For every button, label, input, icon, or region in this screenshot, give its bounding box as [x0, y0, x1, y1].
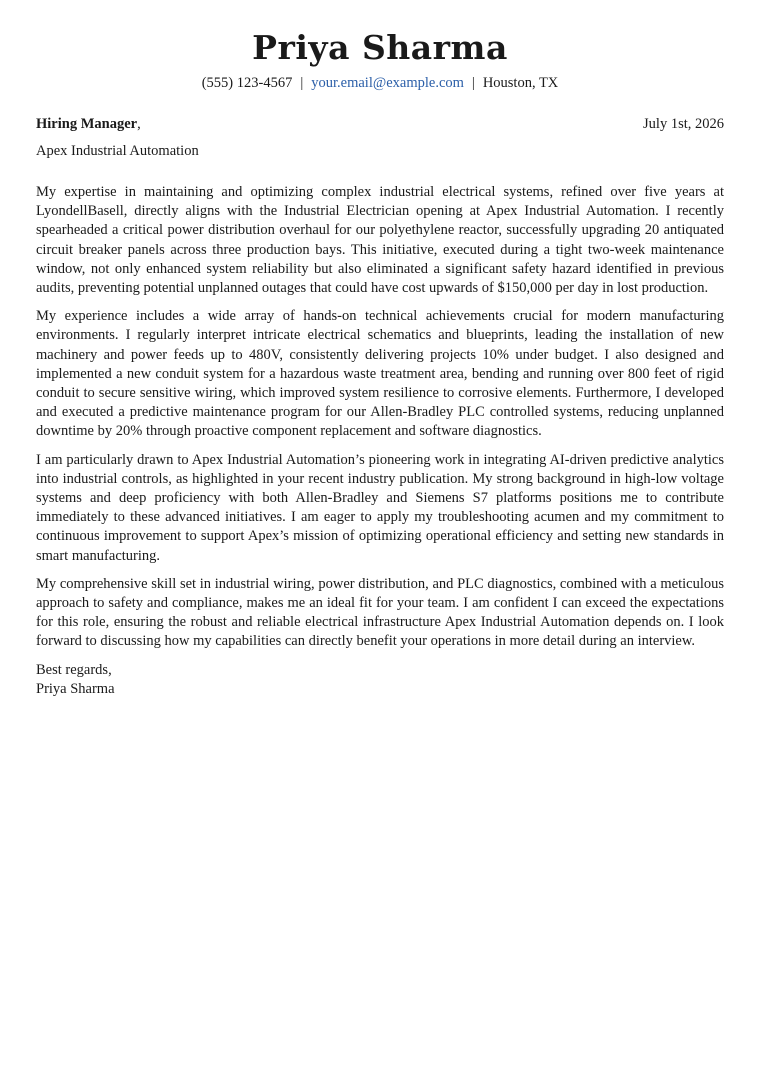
closing-phrase: Best regards,: [36, 661, 112, 678]
body-paragraph: I am particularly drawn to Apex Industrial Automation’s pioneering work in integrating AI-driven predictive analytics into industrial controls, as highlighted in your recent industry publication. My strong background in high-low voltage systems and deep proficiency with both Allen-Bradley and Siemens S7 platforms positions me to contribute immediately to these advanced initiatives. I am eager to apply my troubleshooting acumen and my commitment to continuous improvement to support Apex’s mission of optimizing operational efficiency and setting new standards in smart manufacturing.: [36, 451, 724, 564]
body-paragraph: My expertise in maintaining and optimizing complex industrial electrical systems, refined over five years at LyondellBasell, directly aligns with the Industrial Electrician opening at Apex Industrial Automation. I recently spearheaded a critical power distribution overhaul for our polyethylene reactor, successfully upgrading 20 antiquated circuit breaker panels across three production bays. This initiative, executed during a tight two-week maintenance window, not only enhanced system reliability but also eliminated a significant safety hazard identified in previous audits, preventing potential unplanned outages that could have cost upwards of $150,000 per day in lost production.: [36, 184, 724, 297]
signature: Priya Sharma: [36, 680, 115, 697]
location: Houston, TX: [482, 75, 559, 91]
recipient-name: Hiring Manager: [36, 116, 138, 132]
contact-separator: |: [300, 75, 304, 91]
salutation: [36, 115, 141, 133]
body-paragraph: My comprehensive skill set in industrial wiring, power distribution, and PLC diagnostics, combined with a meticulous approach to safety and compliance, makes me an ideal fit for your team. I am confident I can exceed the expectations for this role, ensuring the robust and reliable electrical infrastructure Apex Industrial Automation depends on. I look forward to discussing how my capabilities can directly benefit your operations in more detail during an interview.: [36, 575, 724, 650]
contact-line: [36, 74, 724, 92]
recipient-suffix: ,: [137, 116, 141, 132]
contact-separator: |: [471, 75, 475, 91]
body-paragraph: My experience includes a wide array of hands-on technical achievements crucial for modern manufacturing environments. I regularly interpret intricate electrical schematics and blueprints, leading the installation of new machinery and power feeds up to 480V, consistently delivering projects 10% under budget. I also designed and implemented a new conduit system for a hazardous waste treatment area, bending and running over 800 feet of rigid conduit to secure sensitive wiring, which improved system resilience to corrosive elements. Furthermore, I developed and executed a predictive maintenance program for our Allen-Bradley PLC controlled systems, reducing unplanned downtime by 20% through proactive component replacement and software diagnostics.: [36, 308, 724, 440]
closing-block: [36, 661, 724, 699]
recipient-date-row: [36, 115, 724, 133]
letter-body: [36, 183, 724, 652]
email-link[interactable]: your.email@example.com: [311, 75, 464, 91]
company-name: Apex Industrial Automation: [36, 143, 199, 159]
applicant-name: Priya Sharma: [252, 28, 508, 67]
phone-number: (555) 123-4567: [201, 75, 293, 91]
letter-date: July 1st, 2026: [643, 116, 724, 132]
